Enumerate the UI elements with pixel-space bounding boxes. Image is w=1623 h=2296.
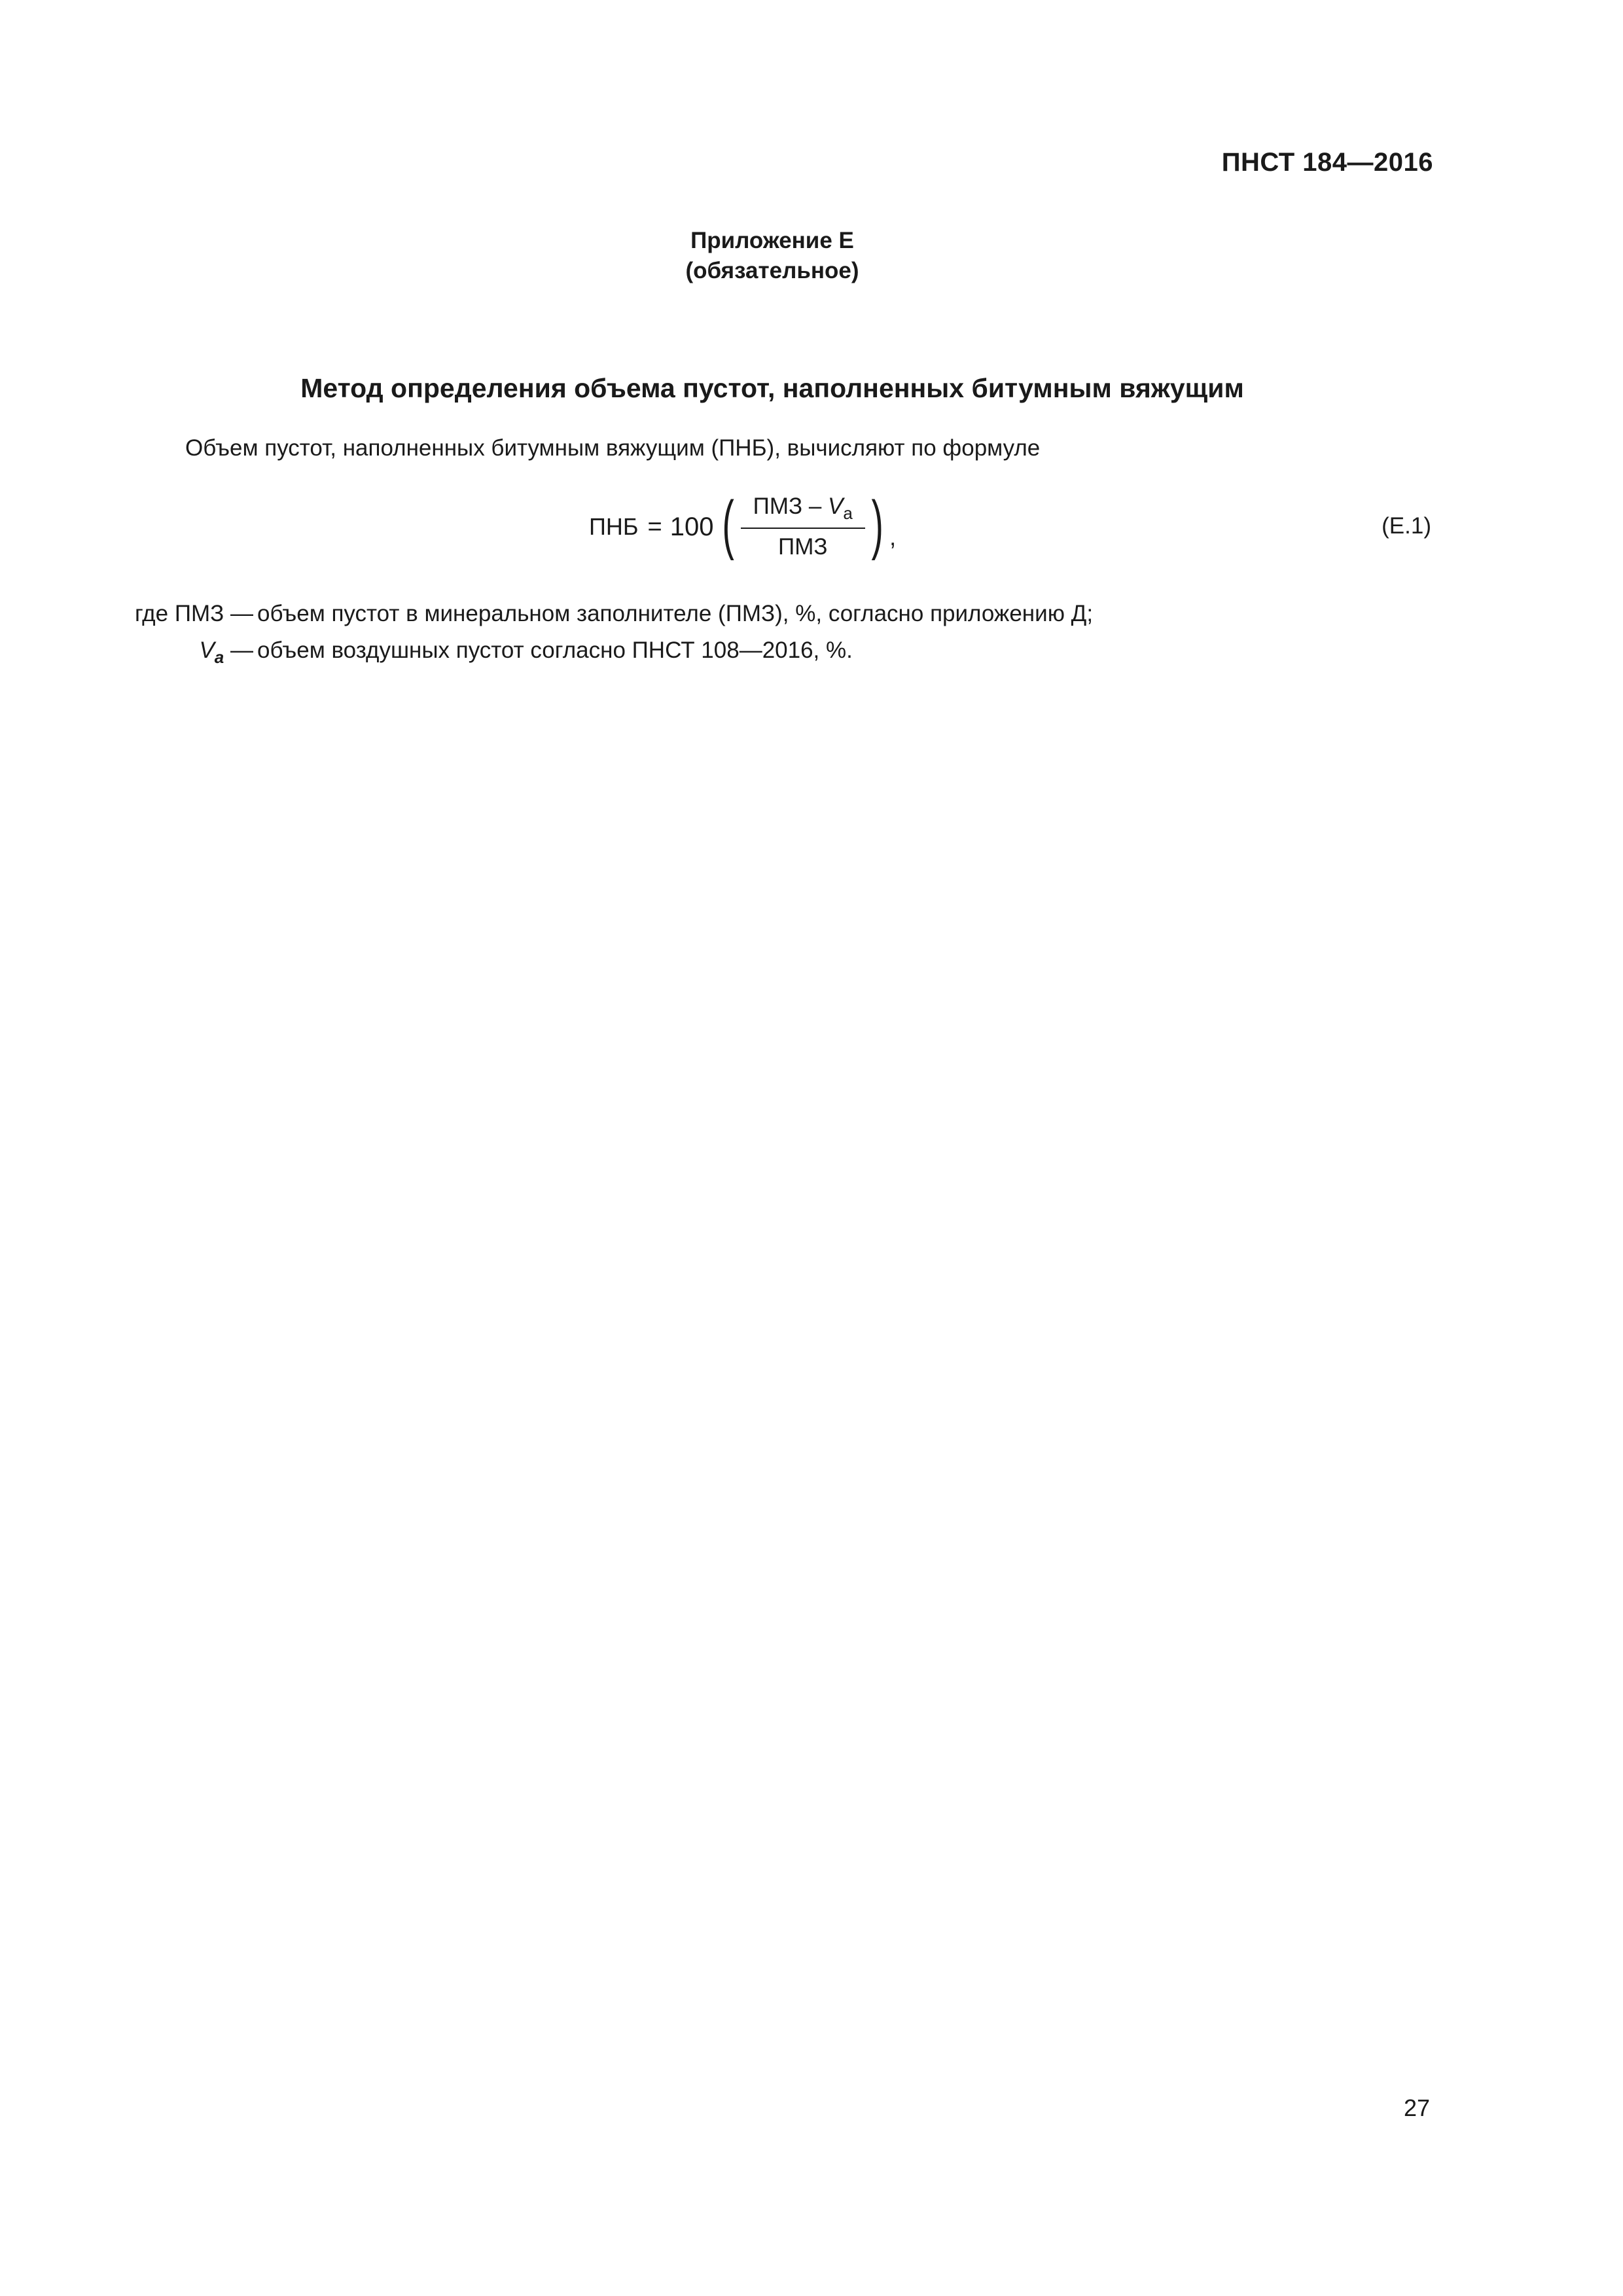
numerator-main: ПМЗ – [753, 493, 829, 519]
formula-coefficient: 100 [669, 512, 714, 541]
formula-denominator: ПМЗ [778, 534, 828, 560]
formula-numerator [749, 493, 857, 528]
formula-equals: = [647, 512, 662, 541]
appendix-label: Приложение Е [690, 228, 854, 253]
appendix-status: (обязательное) [685, 257, 859, 283]
where-dash: — [230, 601, 253, 626]
formula-block [0, 484, 1623, 569]
formula-lhs: ПНБ [589, 513, 639, 540]
where-lead: где [134, 601, 169, 626]
where-description: объем воздушных пустот согласно ПНСТ 108—2016, %. [257, 637, 853, 663]
where-description: объем пустот в минеральном заполнителе (ПМЗ), %, согласно приложению Д; [257, 601, 1094, 626]
page-number: 27 [1403, 2094, 1430, 2121]
numerator-subscript: a [843, 503, 853, 523]
formula-fraction [741, 493, 865, 560]
appendix-heading [0, 226, 1544, 285]
intro-paragraph: Объем пустот, наполненных битумным вяжущим (ПНБ), вычисляют по формуле [185, 435, 1041, 461]
formula-number: (Е.1) [1382, 513, 1431, 539]
where-item [0, 637, 1623, 674]
document-code: ПНСТ 184—2016 [1221, 148, 1433, 177]
formula-close-paren: ) [871, 488, 883, 561]
where-item [0, 601, 1623, 637]
where-term-variable: V [199, 637, 215, 663]
where-term-subscript: a [214, 647, 224, 667]
where-term [135, 601, 253, 627]
where-term [199, 637, 253, 668]
where-term-pmz: ПМЗ [174, 601, 224, 626]
numerator-variable: V [828, 493, 844, 519]
section-title: Метод определения объема пустот, наполненных битумным вяжущим [300, 373, 1244, 403]
formula-trailing-comma: , [889, 524, 897, 550]
formula-open-paren: ( [722, 488, 735, 561]
where-dash: — [230, 637, 253, 663]
formula-e1 [589, 484, 896, 569]
